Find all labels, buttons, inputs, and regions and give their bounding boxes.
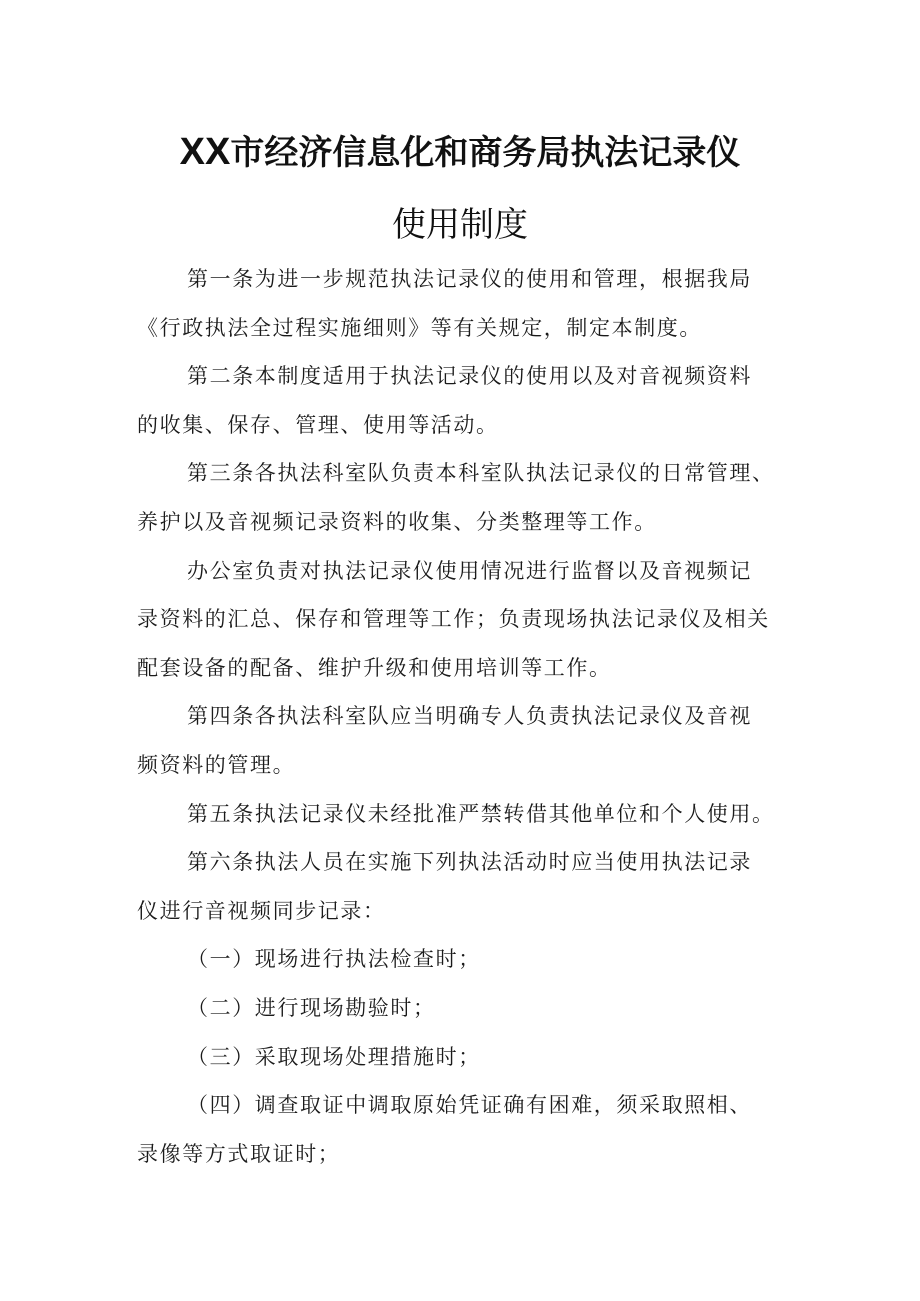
paragraph-line: 办公室负责对执法记录仪使用情况进行监督以及音视频记 — [187, 558, 752, 583]
title-line-1-text: 市经济信息化和商务局执法记录仪 — [230, 133, 741, 173]
paragraph-line: 《行政执法全过程实施细则》等有关规定，制定本制度。 — [137, 315, 702, 340]
paragraph-line: 的收集、保存、管理、使用等活动。 — [137, 412, 499, 437]
list-item: 录像等方式取证时； — [137, 1141, 341, 1166]
paragraph-line: 养护以及音视频记录资料的收集、分类整理等工作。 — [137, 509, 657, 534]
list-item: （一）现场进行执法检查时； — [187, 947, 481, 972]
paragraph-line: 频资料的管理。 — [137, 752, 296, 777]
list-item: （二）进行现场勘验时； — [187, 995, 436, 1020]
document-title-line-1 — [0, 130, 920, 175]
paragraph-line: 仪进行音视频同步记录： — [137, 898, 386, 923]
list-item: （四）调查取证中调取原始凭证确有困难，须采取照相、 — [187, 1093, 752, 1118]
paragraph-line: 第二条本制度适用于执法记录仪的使用以及对音视频资料 — [187, 364, 752, 389]
list-item: （三）采取现场处理措施时； — [187, 1044, 481, 1069]
paragraph-line: 第六条执法人员在实施下列执法活动时应当使用执法记录 — [187, 850, 752, 875]
paragraph-line: 第五条执法记录仪未经批准严禁转借其他单位和个人使用。 — [187, 801, 775, 826]
paragraph-line: 第一条为进一步规范执法记录仪的使用和管理，根据我局 — [187, 267, 752, 291]
document-body — [137, 255, 797, 1178]
paragraph-line: 第四条各执法科室队应当明确专人负责执法记录仪及音视 — [187, 704, 752, 729]
paragraph-line: 录资料的汇总、保存和管理等工作；负责现场执法记录仪及相关 — [137, 607, 770, 632]
paragraph-line: 配套设备的配备、维护升级和使用培训等工作。 — [137, 655, 612, 680]
title-prefix: XX — [179, 131, 231, 173]
document-title-line-2: 使用制度 — [392, 205, 528, 245]
paragraph-line: 第三条各执法科室队负责本科室队执法记录仪的日常管理、 — [187, 461, 775, 486]
